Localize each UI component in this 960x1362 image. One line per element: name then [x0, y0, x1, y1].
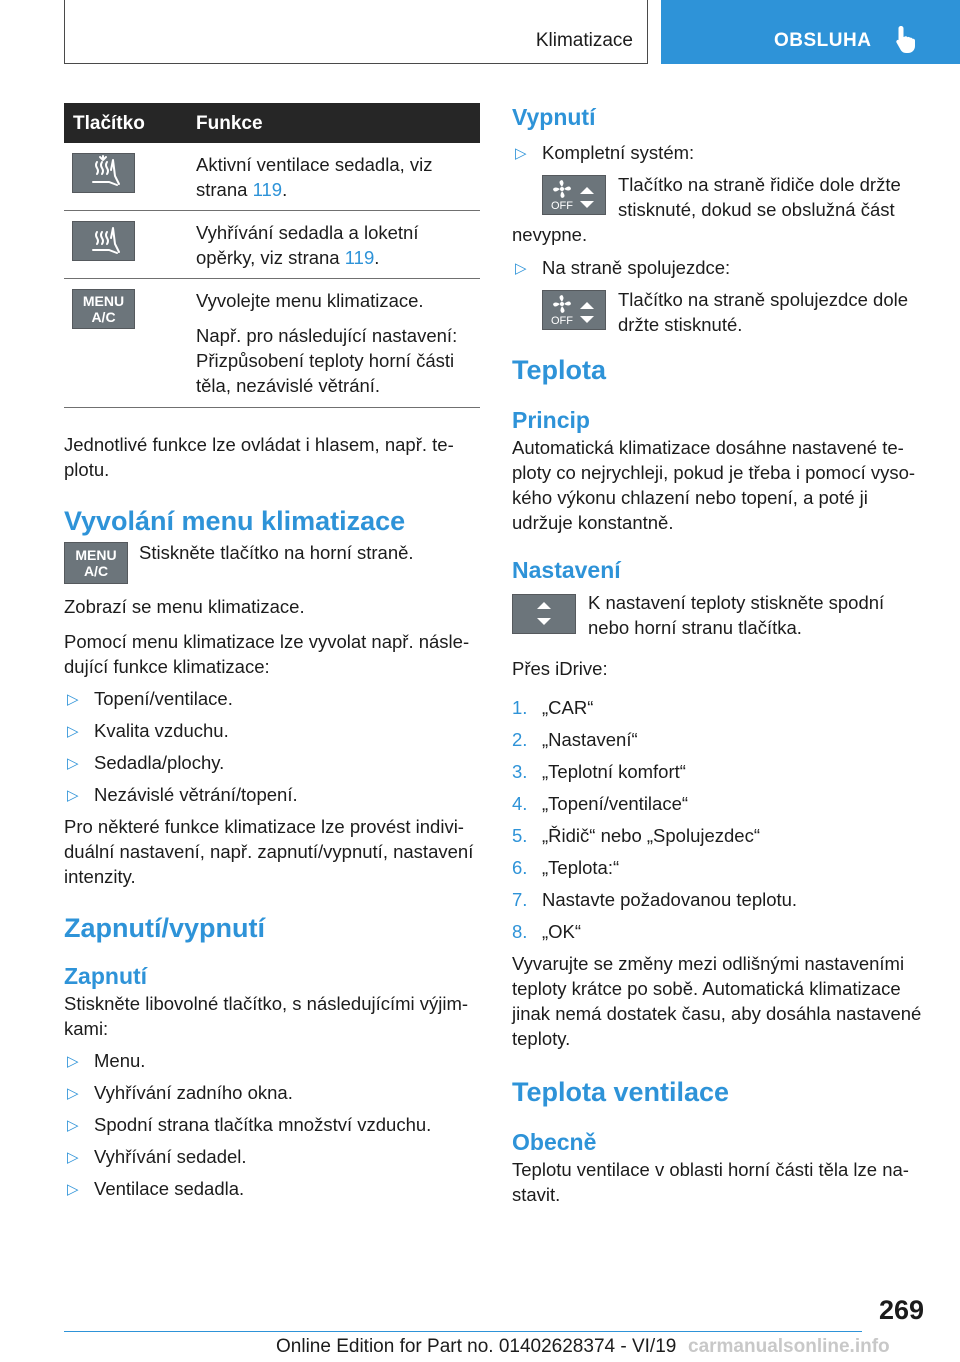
fan-off-button-icon: [542, 175, 606, 215]
triangle-bullet-icon: ▷: [67, 1085, 79, 1102]
off-passenger-instruction: [542, 287, 928, 337]
list-item: 6. „Teplota:“: [512, 857, 620, 878]
heading-temperature: Teplota: [512, 355, 606, 385]
footer-edition: Online Edition for Part no. 01402628374 - VI/19: [276, 1336, 677, 1357]
list-item: 1. „CAR“: [512, 697, 594, 718]
triangle-bullet-icon: ▷: [515, 260, 527, 277]
svg-text:OFF: OFF: [551, 200, 573, 212]
left-column: [64, 103, 480, 1208]
triangle-bullet-icon: ▷: [67, 1181, 79, 1198]
triangle-bullet-icon: ▷: [515, 145, 527, 162]
menu-function-list: [64, 686, 480, 807]
header-chapter-tab: [661, 0, 960, 64]
heading-settings: Nastavení: [512, 557, 621, 583]
on-paragraph: Stiskněte libovolné tlačítko, s následujícími výjim-kami:: [64, 993, 469, 1039]
heading-general: Obecně: [512, 1129, 597, 1155]
chapter-title: OBSLUHA: [774, 30, 872, 51]
list-item: ▷ Na straně spolujezdce: OFF Tlačítko na straně spolujezdce dole držte stisknuté.: [512, 255, 928, 337]
list-item: ▷ Spodní strana tlačítka množství vzduchu.: [64, 1112, 480, 1137]
idrive-label: Přes iDrive:: [512, 658, 608, 679]
list-item: ▷ Kompletní systém: OFF Tlačítko na straně řidiče dole držte stisknuté, dokud se obslužná část nevypne.: [512, 140, 928, 247]
triangle-bullet-icon: ▷: [67, 691, 79, 708]
seat-ventilation-icon: [72, 153, 135, 193]
list-item: ▷ Topení/ventilace.: [64, 686, 480, 711]
heading-menu: Vyvolání menu klimatizace: [64, 506, 406, 536]
menu-paragraph-3: Pro některé funkce klimatizace lze provést indivi-duální nastavení, např. zapnutí/vypnutí, nastavení intenzity.: [64, 816, 474, 887]
general-paragraph: Teplotu ventilace v oblasti horní části těla lze na-stavit.: [512, 1159, 909, 1205]
page-link[interactable]: 119: [344, 247, 375, 268]
hand-pointer-icon: [895, 24, 919, 54]
table-cell-text: Aktivní ventilace sedadla, viz strana 119.: [196, 154, 433, 200]
up-down-button-icon: [512, 594, 576, 634]
heading-on-off: Zapnutí/vypnutí: [64, 913, 265, 943]
table-row: [64, 211, 480, 279]
right-column: [512, 102, 928, 1207]
off-passenger-detail: Tlačítko na straně spolujezdce dole držte stisknuté.: [618, 289, 909, 335]
off-driver-tail: nevypne.: [512, 224, 588, 245]
principle-paragraph: Automatická klimatizace dosáhne nastavené te-ploty co nejrychleji, pokud je třeba i pomocí vyso-kého výkonu chlazení nebo topení, a poté ji udržuje konstantně.: [512, 437, 916, 533]
header-left-box: [64, 0, 648, 64]
heading-vent-temperature: Teplota ventilace: [512, 1077, 730, 1107]
footer-divider: [64, 1331, 862, 1332]
triangle-bullet-icon: ▷: [67, 1053, 79, 1070]
list-item: 4. „Topení/ventilace“: [512, 793, 689, 814]
intro-paragraph: Jednotlivé funkce lze ovládat i hlasem, např. te-plotu.: [64, 434, 454, 480]
list-item: ▷ Kvalita vzduchu.: [64, 718, 480, 743]
triangle-bullet-icon: ▷: [67, 723, 79, 740]
menu-ac-icon: MENU A/C: [72, 289, 135, 329]
table-cell-text: Vyvolejte menu klimatizace.: [196, 290, 424, 311]
fan-off-button-icon: [542, 290, 606, 330]
menu-paragraph-1: Zobrazí se menu klimatizace.: [64, 596, 305, 617]
off-driver-detail: Tlačítko na straně řidiče dole držte stisknuté, dokud se obslužná část: [618, 174, 901, 220]
list-item: ▷ Vyhřívání zadního okna.: [64, 1080, 480, 1105]
triangle-bullet-icon: ▷: [67, 1117, 79, 1134]
settings-detail: K nastavení teploty stiskněte spodní nebo horní stranu tlačítka.: [588, 592, 885, 638]
table-header-function: Funkce: [196, 103, 480, 143]
off-list: [512, 140, 928, 337]
list-item: 3. „Teplotní komfort“: [512, 761, 686, 782]
page-link[interactable]: 119: [252, 179, 283, 200]
button-function-table: [64, 103, 480, 408]
list-item: 5. „Řidič“ nebo „Spolujezdec“: [512, 825, 760, 846]
list-item: ▷ Sedadla/plochy.: [64, 750, 480, 775]
table-header-button: Tlačítko: [64, 103, 196, 143]
list-item: ▷ Ventilace sedadla.: [64, 1176, 480, 1201]
heading-on: Zapnutí: [64, 963, 148, 989]
heading-principle: Princip: [512, 407, 590, 433]
menu-instruction-text: Stiskněte tlačítko na horní straně.: [139, 542, 414, 563]
triangle-bullet-icon: ▷: [67, 787, 79, 804]
table-row: [64, 279, 480, 408]
watermark: carmanualsonline.info: [688, 1336, 890, 1357]
idrive-steps: [512, 695, 928, 944]
list-item: 7. Nastavte požadovanou teplotu.: [512, 889, 798, 910]
table-cell-text: Vyhřívání sedadla a loketní opěrky, viz strana 119.: [196, 222, 419, 268]
svg-text:OFF: OFF: [551, 315, 573, 327]
list-item: ▷ Vyhřívání sedadel.: [64, 1144, 480, 1169]
off-driver-instruction: [542, 172, 928, 222]
list-item: ▷ Nezávislé větrání/topení.: [64, 782, 480, 807]
triangle-bullet-icon: ▷: [67, 755, 79, 772]
table-row: [64, 143, 480, 211]
list-item: ▷ Menu.: [64, 1048, 480, 1073]
triangle-bullet-icon: ▷: [67, 1149, 79, 1166]
settings-instruction: [512, 590, 928, 640]
page-number: 269: [879, 1295, 925, 1325]
section-title: Klimatizace: [535, 30, 633, 51]
table-cell-text: Např. pro následující nastavení: Přizpůsobení teploty horní části těla, nezávislé větrání.: [196, 325, 458, 396]
on-exception-list: [64, 1048, 480, 1201]
menu-paragraph-2: Pomocí menu klimatizace lze vyvolat např. násle-dující funkce klimatizace:: [64, 631, 470, 677]
heading-off: Vypnutí: [512, 104, 596, 130]
warning-paragraph: Vyvarujte se změny mezi odlišnými nastaveními teploty krátce po sobě. Automatická klimatizace jinak nemá dostatek času, aby dosáhla nastavené teploty.: [512, 953, 922, 1049]
list-item: 8. „OK“: [512, 921, 582, 942]
list-item: 2. „Nastavení“: [512, 729, 638, 750]
menu-instruction: [64, 540, 480, 584]
menu-ac-button-icon: MENU A/C: [64, 542, 128, 584]
seat-heating-icon: [72, 221, 135, 261]
